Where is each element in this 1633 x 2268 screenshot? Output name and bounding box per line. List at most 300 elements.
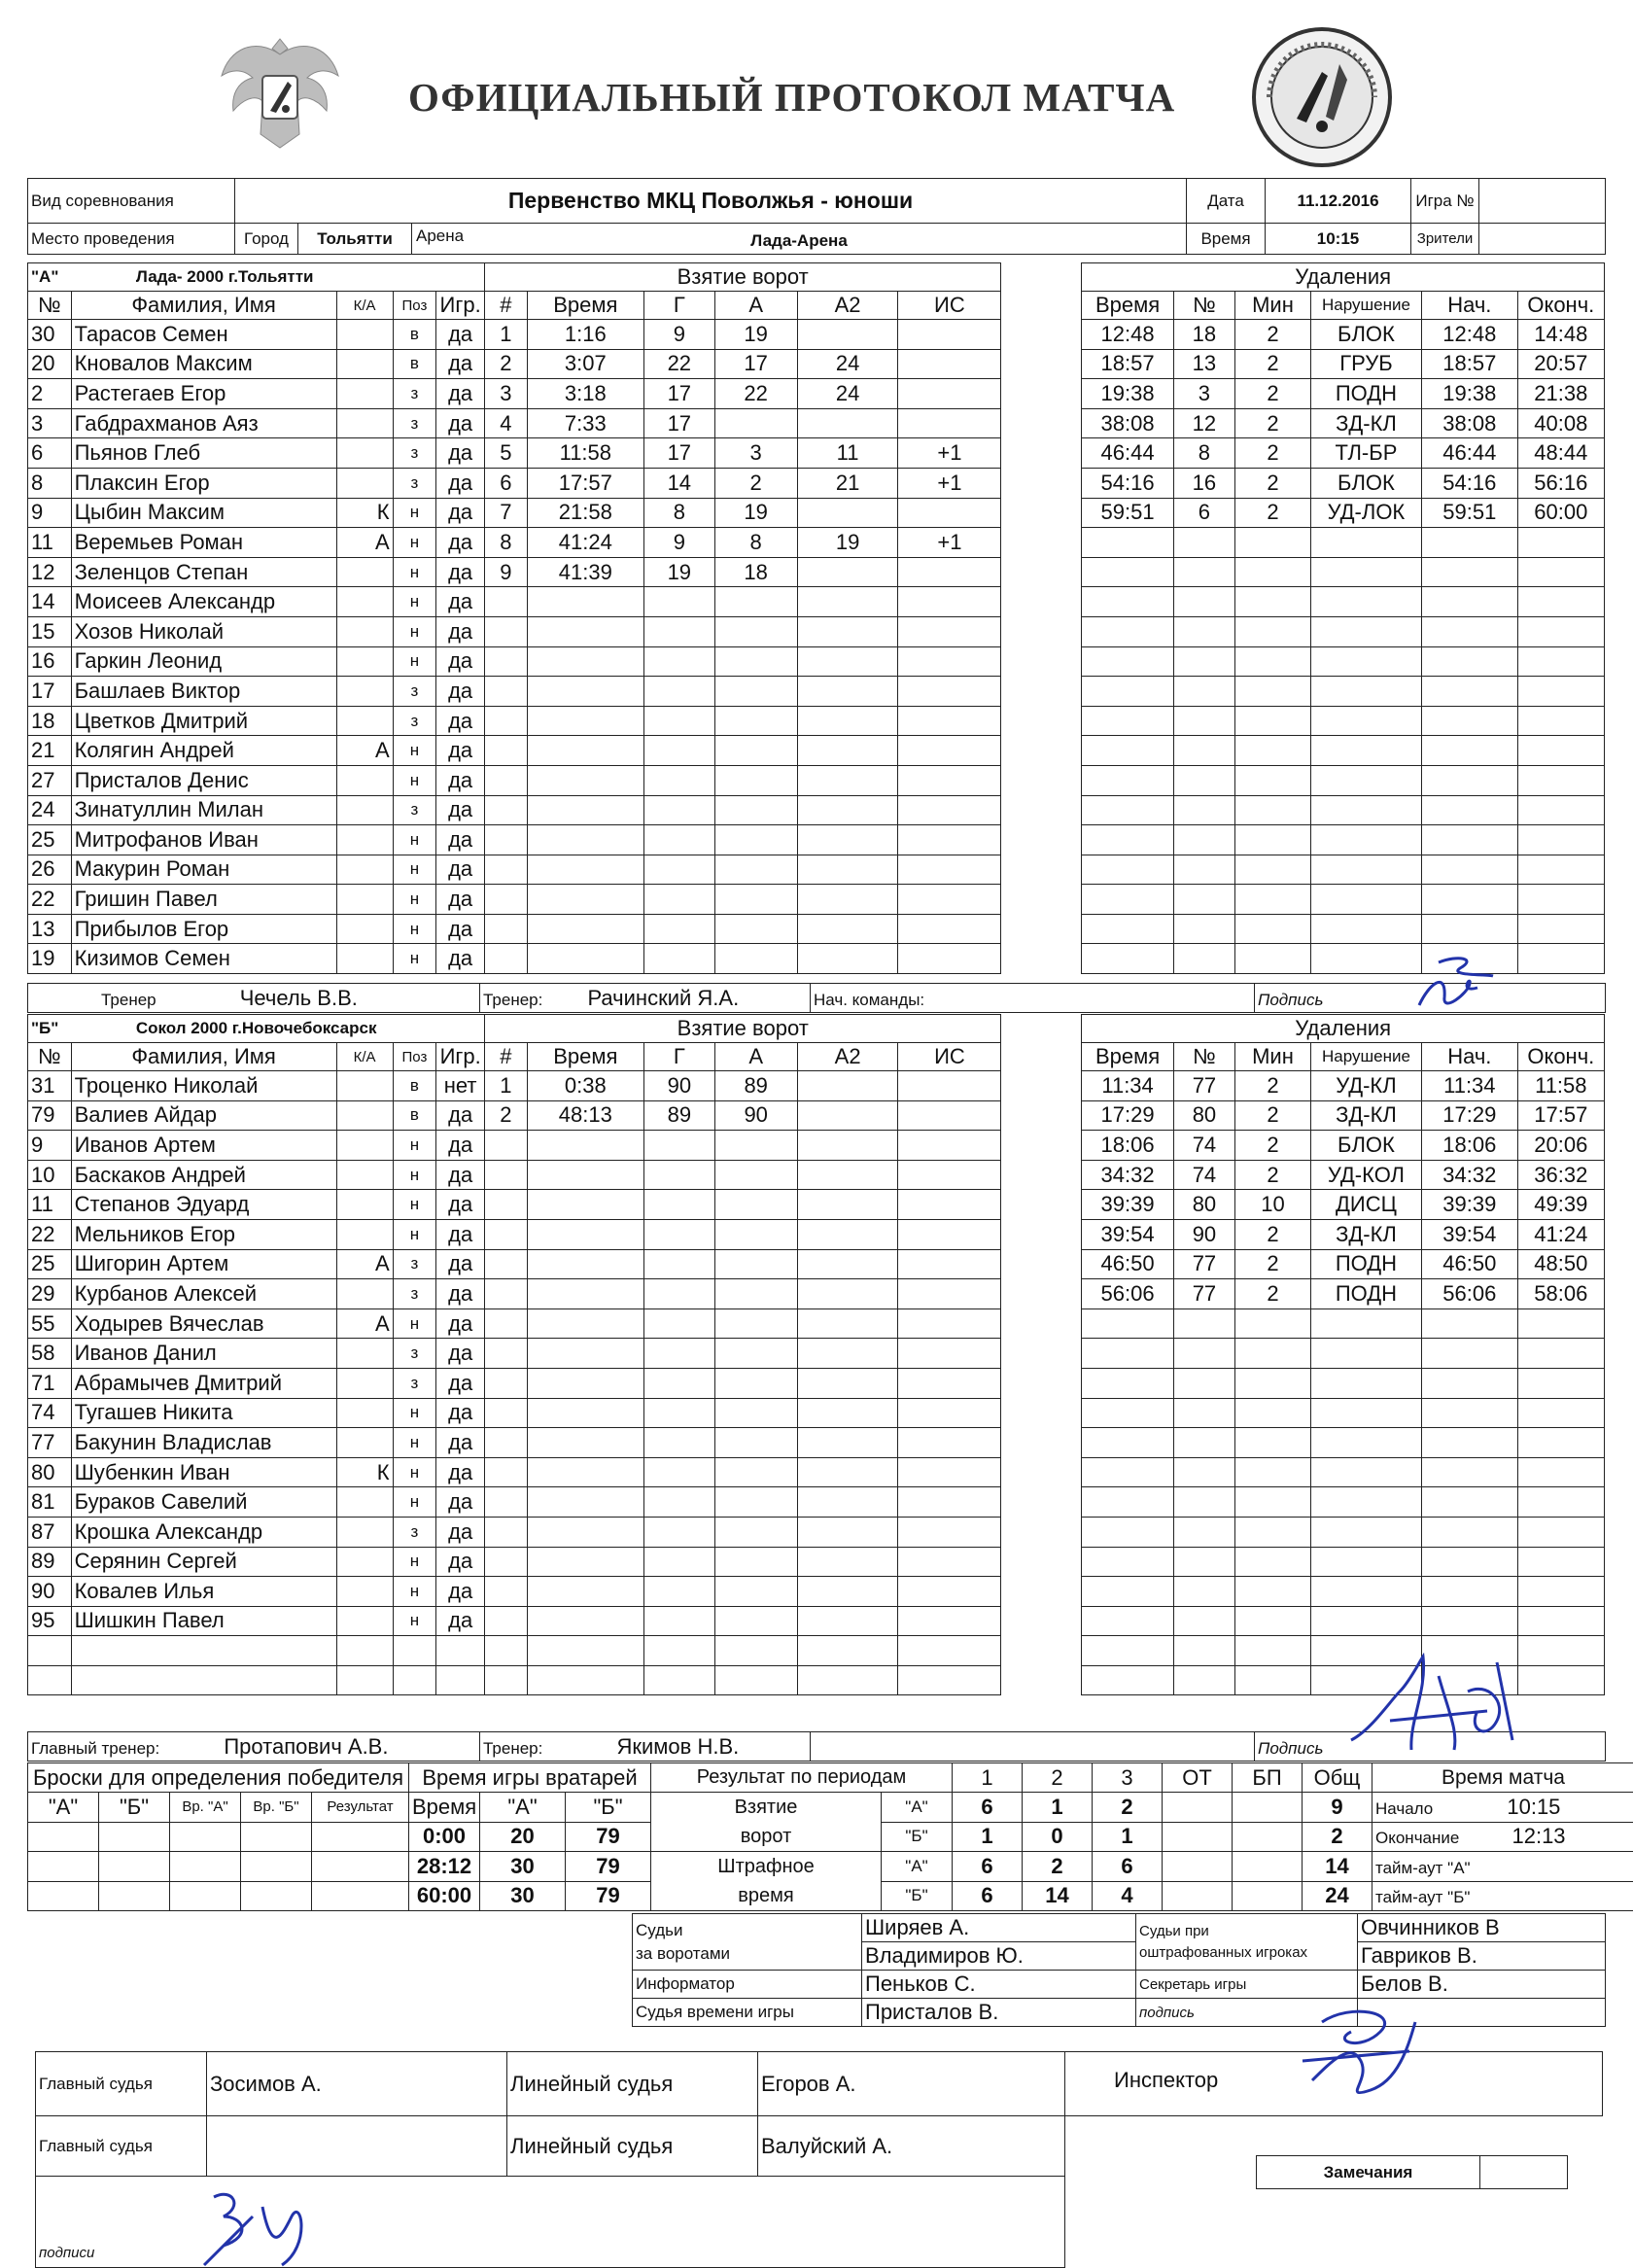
player-position: з <box>393 438 436 469</box>
penalty-end <box>1517 706 1604 736</box>
table-row <box>28 677 1605 707</box>
penalty-time <box>1082 736 1173 766</box>
goal-strength <box>898 914 1001 944</box>
goal-assist-2 <box>797 1308 898 1339</box>
goal-number <box>485 677 528 707</box>
penalty-time <box>1082 646 1173 677</box>
table-row <box>28 1517 1605 1547</box>
goal-time: 17:57 <box>527 468 643 498</box>
date-label: Дата <box>1187 179 1266 224</box>
pim-b-p1: 6 <box>953 1881 1023 1911</box>
penalty-start <box>1422 1577 1518 1607</box>
penalty-infraction: БЛОК <box>1310 320 1421 350</box>
goals-b-bp <box>1233 1822 1303 1852</box>
penalty-judges-label: Судьи при оштрафованных игроках <box>1136 1914 1358 1971</box>
match-start-value: 10:15 <box>1507 1794 1561 1819</box>
penalty-time <box>1082 795 1173 825</box>
penalty-time <box>1082 1457 1173 1487</box>
player-name: Ковалев Илья <box>71 1577 336 1607</box>
penalty-time <box>1082 528 1173 558</box>
player-captain-mark <box>336 1577 393 1607</box>
goal-judge-1: Ширяев А. <box>862 1914 1136 1942</box>
player-number: 22 <box>28 885 72 915</box>
goal-strength <box>898 1249 1001 1279</box>
goal-scorer <box>644 1577 715 1607</box>
penalty-player-number <box>1173 825 1234 855</box>
penalty-minutes <box>1235 795 1311 825</box>
goalie-row-a: 30 <box>480 1881 566 1911</box>
goal-number <box>485 1547 528 1577</box>
goal-col-header: А2 <box>797 1043 898 1071</box>
player-captain-mark: К <box>336 1457 393 1487</box>
penalty-end <box>1517 1368 1604 1398</box>
player-col-header: № <box>28 1043 72 1071</box>
penalty-end <box>1517 616 1604 646</box>
gap <box>1001 379 1082 409</box>
penalty-minutes: 2 <box>1235 1249 1311 1279</box>
goal-assist-2: 19 <box>797 528 898 558</box>
goal-number <box>485 1517 528 1547</box>
goal-number <box>485 795 528 825</box>
table-row <box>28 1368 1605 1398</box>
period-col-3: 3 <box>1093 1763 1163 1793</box>
player-position: н <box>393 1577 436 1607</box>
inspector-label: Инспектор <box>1065 2052 1603 2116</box>
gap <box>1001 408 1082 438</box>
gap <box>1001 795 1082 825</box>
player-name: Шишкин Павел <box>71 1606 336 1636</box>
goal-scorer: 9 <box>644 528 715 558</box>
player-name: Пьянов Глеб <box>71 438 336 469</box>
penalty-infraction <box>1310 646 1421 677</box>
goal-strength <box>898 1071 1001 1101</box>
goal-assist-2 <box>797 736 898 766</box>
player-captain-mark <box>336 855 393 885</box>
goal-number: 1 <box>485 320 528 350</box>
goal-time <box>527 1636 643 1666</box>
penalty-player-number <box>1173 1547 1234 1577</box>
penalty-time <box>1082 1636 1173 1666</box>
penalty-start: 39:54 <box>1422 1219 1518 1249</box>
pim-a-bp <box>1233 1852 1303 1882</box>
timeout-b-cell <box>1372 1881 1633 1911</box>
table-row <box>28 855 1605 885</box>
goal-assist-1 <box>714 795 797 825</box>
goal-time <box>527 1279 643 1309</box>
penalty-minutes: 2 <box>1235 349 1311 379</box>
penalty-player-number <box>1173 587 1234 617</box>
timeout-a-cell <box>1372 1852 1633 1882</box>
goal-assist-1: 2 <box>714 468 797 498</box>
goal-time <box>527 914 643 944</box>
goal-assist-2 <box>797 1219 898 1249</box>
goal-assist-2 <box>797 1339 898 1369</box>
goal-assist-2 <box>797 1279 898 1309</box>
penalty-player-number: 80 <box>1173 1100 1234 1131</box>
penalty-minutes <box>1235 1487 1311 1518</box>
penalty-end: 58:06 <box>1517 1279 1604 1309</box>
player-number: 9 <box>28 498 72 528</box>
player-number: 21 <box>28 736 72 766</box>
player-position: з <box>393 677 436 707</box>
officials-table <box>632 1913 1606 2027</box>
penalty-time <box>1082 765 1173 795</box>
penalty-minutes: 2 <box>1235 320 1311 350</box>
gap <box>1001 1190 1082 1220</box>
secretary-label: Секретарь игры <box>1136 1971 1358 1999</box>
goal-scorer: 22 <box>644 349 715 379</box>
goal-assist-2 <box>797 1577 898 1607</box>
penalty-player-number <box>1173 1665 1234 1695</box>
shootout-col-b: "Б" <box>99 1793 170 1823</box>
goal-assist-1 <box>714 706 797 736</box>
penalty-infraction <box>1310 1308 1421 1339</box>
penalty-time <box>1082 706 1173 736</box>
goal-assist-2 <box>797 855 898 885</box>
player-played: да <box>436 468 485 498</box>
penalty-minutes <box>1235 677 1311 707</box>
goal-number <box>485 1428 528 1458</box>
goal-assist-2: 24 <box>797 349 898 379</box>
gap <box>1001 677 1082 707</box>
penalty-col-header: № <box>1173 292 1234 320</box>
goal-time <box>527 1398 643 1428</box>
player-position: н <box>393 914 436 944</box>
goals-team-b-tag: "Б" <box>882 1822 953 1852</box>
goal-scorer <box>644 1308 715 1339</box>
penalty-player-number <box>1173 914 1234 944</box>
goal-time <box>527 736 643 766</box>
goal-number <box>485 885 528 915</box>
goal-assist-2 <box>797 408 898 438</box>
table-row <box>28 587 1605 617</box>
goal-assist-1: 90 <box>714 1100 797 1131</box>
penalty-time: 19:38 <box>1082 379 1173 409</box>
penalty-player-number <box>1173 1517 1234 1547</box>
player-number: 10 <box>28 1160 72 1190</box>
gap <box>1001 1071 1082 1101</box>
goal-assist-1 <box>714 1190 797 1220</box>
player-col-header: Игр. <box>436 1043 485 1071</box>
player-position: н <box>393 1606 436 1636</box>
goal-scorer: 90 <box>644 1071 715 1101</box>
penalty-infraction <box>1310 677 1421 707</box>
penalty-time <box>1082 944 1173 974</box>
goal-assist-2 <box>797 557 898 587</box>
goal-assist-1 <box>714 677 797 707</box>
gap <box>1001 1547 1082 1577</box>
goal-assist-2 <box>797 1368 898 1398</box>
player-captain-mark <box>336 1368 393 1398</box>
goal-scorer <box>644 1160 715 1190</box>
gap <box>1001 587 1082 617</box>
table-row <box>28 616 1605 646</box>
player-captain-mark <box>336 557 393 587</box>
goal-strength: +1 <box>898 438 1001 469</box>
goal-scorer: 89 <box>644 1100 715 1131</box>
goal-assist-2 <box>797 765 898 795</box>
pim-b-p2: 14 <box>1023 1881 1093 1911</box>
penalty-infraction <box>1310 1487 1421 1518</box>
team-b-signature-scribble <box>1341 1653 1536 1760</box>
penalty-col-header: Оконч. <box>1517 1043 1604 1071</box>
penalty-infraction <box>1310 1577 1421 1607</box>
player-number: 11 <box>28 1190 72 1220</box>
player-captain-mark <box>336 795 393 825</box>
goals-a-p3: 2 <box>1093 1793 1163 1823</box>
player-captain-mark <box>336 1160 393 1190</box>
goal-scorer <box>644 1219 715 1249</box>
player-played <box>436 1665 485 1695</box>
penalty-minutes <box>1235 1665 1311 1695</box>
goals-row-label: Взятие ворот <box>651 1793 882 1852</box>
goal-scorer: 8 <box>644 498 715 528</box>
penalty-minutes: 2 <box>1235 408 1311 438</box>
table-row <box>28 706 1605 736</box>
player-number: 27 <box>28 765 72 795</box>
penalty-infraction <box>1310 1606 1421 1636</box>
player-played: да <box>436 1517 485 1547</box>
penalty-start: 11:34 <box>1422 1071 1518 1101</box>
gap <box>1001 557 1082 587</box>
player-played: да <box>436 825 485 855</box>
team-a-chief-label: Нач. команды: <box>814 990 925 1009</box>
team-a-penalties-title: Удаления <box>1082 263 1605 292</box>
penalty-start <box>1422 1398 1518 1428</box>
goalie-row-a: 20 <box>480 1822 566 1852</box>
goalie-row-b: 79 <box>566 1822 651 1852</box>
line-ref-label-1: Линейный судья <box>507 2052 758 2116</box>
penalty-player-number: 77 <box>1173 1279 1234 1309</box>
penalty-start: 39:39 <box>1422 1190 1518 1220</box>
penalty-time <box>1082 587 1173 617</box>
goals-b-p1: 1 <box>953 1822 1023 1852</box>
goal-number <box>485 616 528 646</box>
player-captain-mark <box>336 646 393 677</box>
table-row <box>28 1308 1605 1339</box>
penalty-start <box>1422 736 1518 766</box>
player-name: Тарасов Семен <box>71 320 336 350</box>
team-b-tag: "Б" <box>31 1019 59 1037</box>
team-a-signature-scribble <box>1400 955 1507 1021</box>
goal-col-header: Время <box>527 292 643 320</box>
penalty-minutes <box>1235 1398 1311 1428</box>
penalty-minutes: 2 <box>1235 1100 1311 1131</box>
player-captain-mark <box>336 1547 393 1577</box>
player-played: да <box>436 320 485 350</box>
goal-number <box>485 736 528 766</box>
penalty-end <box>1517 795 1604 825</box>
penalty-end <box>1517 646 1604 677</box>
player-position: в <box>393 349 436 379</box>
goal-time <box>527 1339 643 1369</box>
penalty-infraction: ПОДН <box>1310 379 1421 409</box>
penalty-player-number: 16 <box>1173 468 1234 498</box>
player-captain-mark <box>336 1219 393 1249</box>
penalty-start <box>1422 885 1518 915</box>
goal-number <box>485 1665 528 1695</box>
player-position: в <box>393 320 436 350</box>
player-number: 26 <box>28 855 72 885</box>
penalty-infraction: ЗД-КЛ <box>1310 408 1421 438</box>
player-name: Митрофанов Иван <box>71 825 336 855</box>
goal-scorer <box>644 1457 715 1487</box>
pim-a-p3: 6 <box>1093 1852 1163 1882</box>
gap <box>1001 825 1082 855</box>
goal-assist-2 <box>797 1665 898 1695</box>
player-position: н <box>393 1219 436 1249</box>
player-captain-mark <box>336 1517 393 1547</box>
penalty-time <box>1082 677 1173 707</box>
player-captain-mark <box>336 914 393 944</box>
main-ref-label-1: Главный судья <box>36 2052 207 2116</box>
player-number <box>28 1665 72 1695</box>
referee-signature-scribble <box>194 2178 330 2268</box>
penalty-time <box>1082 557 1173 587</box>
player-number: 95 <box>28 1606 72 1636</box>
player-number: 6 <box>28 438 72 469</box>
goal-col-header: А <box>714 1043 797 1071</box>
penalty-player-number <box>1173 1368 1234 1398</box>
goal-assist-2 <box>797 795 898 825</box>
player-played: да <box>436 677 485 707</box>
goal-assist-1 <box>714 885 797 915</box>
goal-time <box>527 1517 643 1547</box>
goal-strength <box>898 1190 1001 1220</box>
table-row <box>28 1219 1605 1249</box>
player-number: 3 <box>28 408 72 438</box>
player-col-header: К/А <box>336 1043 393 1071</box>
player-played <box>436 1636 485 1666</box>
goalie-row-time: 28:12 <box>409 1852 480 1882</box>
player-position: з <box>393 1517 436 1547</box>
goal-assist-2 <box>797 1160 898 1190</box>
goal-number <box>485 1636 528 1666</box>
goal-assist-1 <box>714 616 797 646</box>
goal-strength <box>898 885 1001 915</box>
table-row <box>28 1131 1605 1161</box>
player-position: н <box>393 885 436 915</box>
player-captain-mark <box>336 1071 393 1101</box>
penalty-player-number <box>1173 944 1234 974</box>
gap <box>1001 1100 1082 1131</box>
penalty-infraction <box>1310 1517 1421 1547</box>
table-row <box>28 914 1605 944</box>
goal-strength: +1 <box>898 468 1001 498</box>
team-b-name: Сокол 2000 г.Новочебоксарск <box>135 1019 377 1037</box>
goal-time: 11:58 <box>527 438 643 469</box>
goals-b-ot <box>1163 1822 1233 1852</box>
line-ref-label-2: Линейный судья <box>507 2116 758 2177</box>
gap <box>1001 1368 1082 1398</box>
penalty-infraction <box>1310 885 1421 915</box>
gap <box>1001 1219 1082 1249</box>
penalty-start <box>1422 677 1518 707</box>
penalty-time: 18:57 <box>1082 349 1173 379</box>
goal-scorer <box>644 677 715 707</box>
penalty-infraction: ПОДН <box>1310 1249 1421 1279</box>
goal-scorer <box>644 885 715 915</box>
penalty-time: 59:51 <box>1082 498 1173 528</box>
player-played: да <box>436 885 485 915</box>
penalty-start <box>1422 1487 1518 1518</box>
goal-scorer <box>644 1487 715 1518</box>
goal-number: 4 <box>485 408 528 438</box>
table-row <box>28 1398 1605 1428</box>
goal-strength <box>898 825 1001 855</box>
goal-number: 2 <box>485 1100 528 1131</box>
remarks-box <box>1256 2155 1568 2189</box>
informer-name: Пеньков С. <box>862 1971 1136 1999</box>
goal-assist-1 <box>714 1606 797 1636</box>
penalty-infraction: УД-КЛ <box>1310 1071 1421 1101</box>
penalty-infraction: ЗД-КЛ <box>1310 1100 1421 1131</box>
goal-assist-2 <box>797 1428 898 1458</box>
penalty-infraction <box>1310 557 1421 587</box>
goal-strength <box>898 1665 1001 1695</box>
penalty-infraction: ПОДН <box>1310 1279 1421 1309</box>
penalty-start <box>1422 528 1518 558</box>
player-name: Мельников Егор <box>71 1219 336 1249</box>
penalty-player-number <box>1173 1606 1234 1636</box>
player-col-header: № <box>28 292 72 320</box>
penalty-player-number <box>1173 1428 1234 1458</box>
player-played: да <box>436 1487 485 1518</box>
penalty-time: 39:54 <box>1082 1219 1173 1249</box>
goal-assist-1: 19 <box>714 320 797 350</box>
gap <box>1001 1606 1082 1636</box>
goals-team-a-tag: "А" <box>882 1793 953 1823</box>
penalty-start: 18:06 <box>1422 1131 1518 1161</box>
player-number: 58 <box>28 1339 72 1369</box>
penalty-end <box>1517 765 1604 795</box>
gap <box>1001 646 1082 677</box>
goalie-row-time: 0:00 <box>409 1822 480 1852</box>
goal-assist-2 <box>797 646 898 677</box>
player-position: з <box>393 1368 436 1398</box>
gap <box>1001 1160 1082 1190</box>
table-row <box>28 1606 1605 1636</box>
penalty-start <box>1422 646 1518 677</box>
player-name: Валиев Айдар <box>71 1100 336 1131</box>
player-played: да <box>436 349 485 379</box>
goal-number <box>485 1398 528 1428</box>
goal-time: 48:13 <box>527 1100 643 1131</box>
team-b-coach-label: Главный тренер: <box>31 1738 160 1758</box>
goal-assist-1 <box>714 1398 797 1428</box>
penalty-minutes <box>1235 587 1311 617</box>
goal-number <box>485 1368 528 1398</box>
player-captain-mark <box>336 320 393 350</box>
player-played: да <box>436 736 485 766</box>
penalty-infraction <box>1310 1457 1421 1487</box>
goal-number <box>485 1160 528 1190</box>
match-info-table <box>27 178 1606 255</box>
penalty-infraction: ТЛ-БР <box>1310 438 1421 469</box>
goal-col-header: ИС <box>898 292 1001 320</box>
player-position <box>393 1665 436 1695</box>
shootout-col-a: "А" <box>28 1793 99 1823</box>
gap <box>1001 292 1082 320</box>
player-number: 81 <box>28 1487 72 1518</box>
goal-assist-1 <box>714 1131 797 1161</box>
player-number: 25 <box>28 1249 72 1279</box>
gap <box>1001 885 1082 915</box>
table-row <box>28 885 1605 915</box>
competition-value: Первенство МКЦ Поволжья - юноши <box>235 179 1187 224</box>
penalty-minutes <box>1235 885 1311 915</box>
timeout-b-label: тайм-аут "Б" <box>1375 1888 1471 1907</box>
